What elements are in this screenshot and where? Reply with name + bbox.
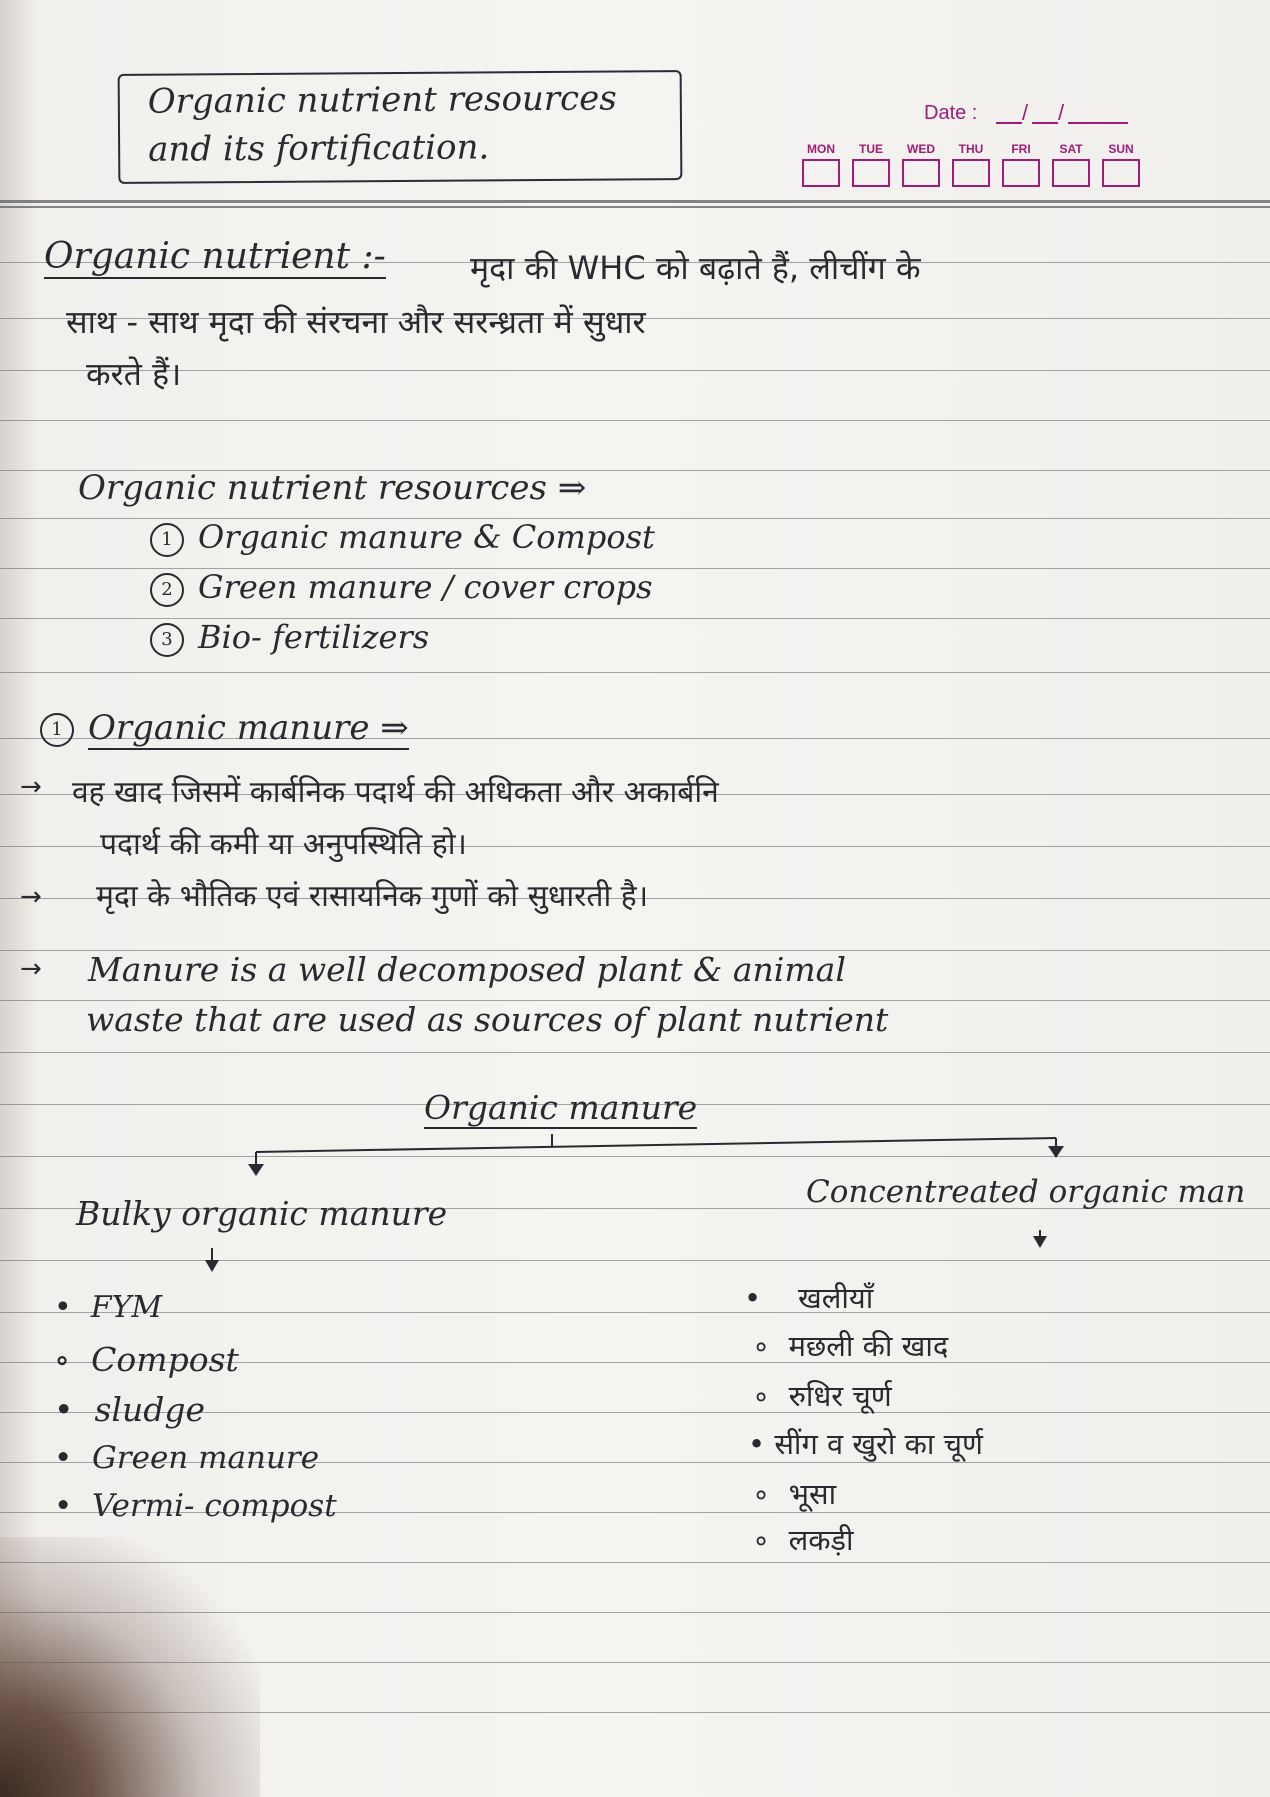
title-line-1: Organic nutrient resources <box>147 78 617 122</box>
arrow-icon: → <box>20 882 42 912</box>
number-circle: 3 <box>150 623 184 657</box>
list-item-text: sludge <box>94 1390 205 1429</box>
list-item: ∘ भूसा <box>752 1477 837 1511</box>
weekday-label: THU <box>958 142 984 156</box>
arrow-icon: → <box>20 954 42 984</box>
manure-point-1-line-2: पदार्थ की कमी या अनुपस्थिति हो। <box>100 827 467 862</box>
manure-point-2: मृदा के भौतिक एवं रासायनिक गुणों को सुधारती है। <box>96 879 649 914</box>
resources-heading: Organic nutrient resources ⇒ <box>78 468 587 508</box>
list-item-text: रुधिर चूर्ण <box>788 1379 892 1413</box>
organic-manure-heading-text: Organic manure ⇒ <box>88 708 409 748</box>
weekday-label: MON <box>807 142 835 156</box>
list-item-text: Green manure <box>92 1440 320 1476</box>
tree-root-text: Organic manure <box>424 1088 698 1127</box>
date-label: Date : <box>924 102 978 124</box>
weekday-label: SAT <box>1059 142 1083 156</box>
date-slash: / <box>1022 100 1029 125</box>
resource-item-text: Green manure / cover crops <box>198 568 653 606</box>
list-item: • sludge <box>54 1390 205 1429</box>
manure-point-1-line-1: वह खाद जिसमें कार्बनिक पदार्थ की अधिकता और अकार्बनि <box>72 775 719 810</box>
weekday-label: FRI <box>1011 142 1031 156</box>
definition-line-2: साथ - साथ मृदा की संरचना और सरन्ध्रता में सुधार <box>66 303 646 341</box>
weekday-label: SUN <box>1108 142 1134 156</box>
list-item: • Green manure <box>54 1440 320 1476</box>
resource-item-text: Bio- fertilizers <box>198 618 430 656</box>
list-item-text: भूसा <box>788 1477 837 1511</box>
arrow-icon: → <box>20 772 42 802</box>
list-item: ∘ मछली की खाद <box>752 1329 949 1363</box>
list-item: • FYM <box>54 1290 163 1325</box>
list-item: ∘ Compost <box>54 1340 239 1379</box>
page-shadow <box>0 1537 260 1797</box>
list-item: ∘ रुधिर चूर्ण <box>752 1379 892 1413</box>
date-slash: / <box>1058 100 1065 125</box>
list-item-text: मछली की खाद <box>788 1329 949 1363</box>
list-item-text: FYM <box>90 1290 163 1325</box>
list-item: • सींग व खुरो का चूर्ण <box>748 1427 984 1461</box>
resource-item-text: Organic manure & Compost <box>198 518 655 556</box>
list-item-text: Compost <box>91 1340 239 1379</box>
manure-point-3-line-2: waste that are used as sources of plant nutrient <box>86 1000 889 1039</box>
title-line-2: and its fortification. <box>148 127 490 170</box>
weekday-label: WED <box>907 142 935 156</box>
list-item: • खलीयाँ <box>744 1281 874 1315</box>
list-item: • Vermi- compost <box>54 1488 337 1524</box>
weekday-label: TUE <box>859 142 883 156</box>
manure-point-3-line-1: Manure is a well decomposed plant & animal <box>88 950 846 989</box>
number-circle: 2 <box>150 573 184 607</box>
concentrated-manure-title: Concentreated organic man <box>806 1174 1246 1210</box>
definition-line-3: करते हैं। <box>86 355 182 393</box>
number-circle: 1 <box>150 523 184 557</box>
number-circle: 1 <box>40 713 74 747</box>
list-item-text: Vermi- compost <box>92 1488 337 1524</box>
list-item-text: खलीयाँ <box>797 1281 874 1315</box>
list-item: ∘ लकड़ी <box>752 1523 854 1557</box>
list-item-text: सींग व खुरो का चूर्ण <box>774 1427 984 1461</box>
bulky-manure-title: Bulky organic manure <box>76 1194 448 1233</box>
definition-line-1: मृदा की WHC को बढ़ाते हैं, लीचींग के <box>470 249 921 287</box>
list-item-text: लकड़ी <box>788 1523 854 1557</box>
definition-heading-text: Organic nutrient :- <box>44 236 386 277</box>
